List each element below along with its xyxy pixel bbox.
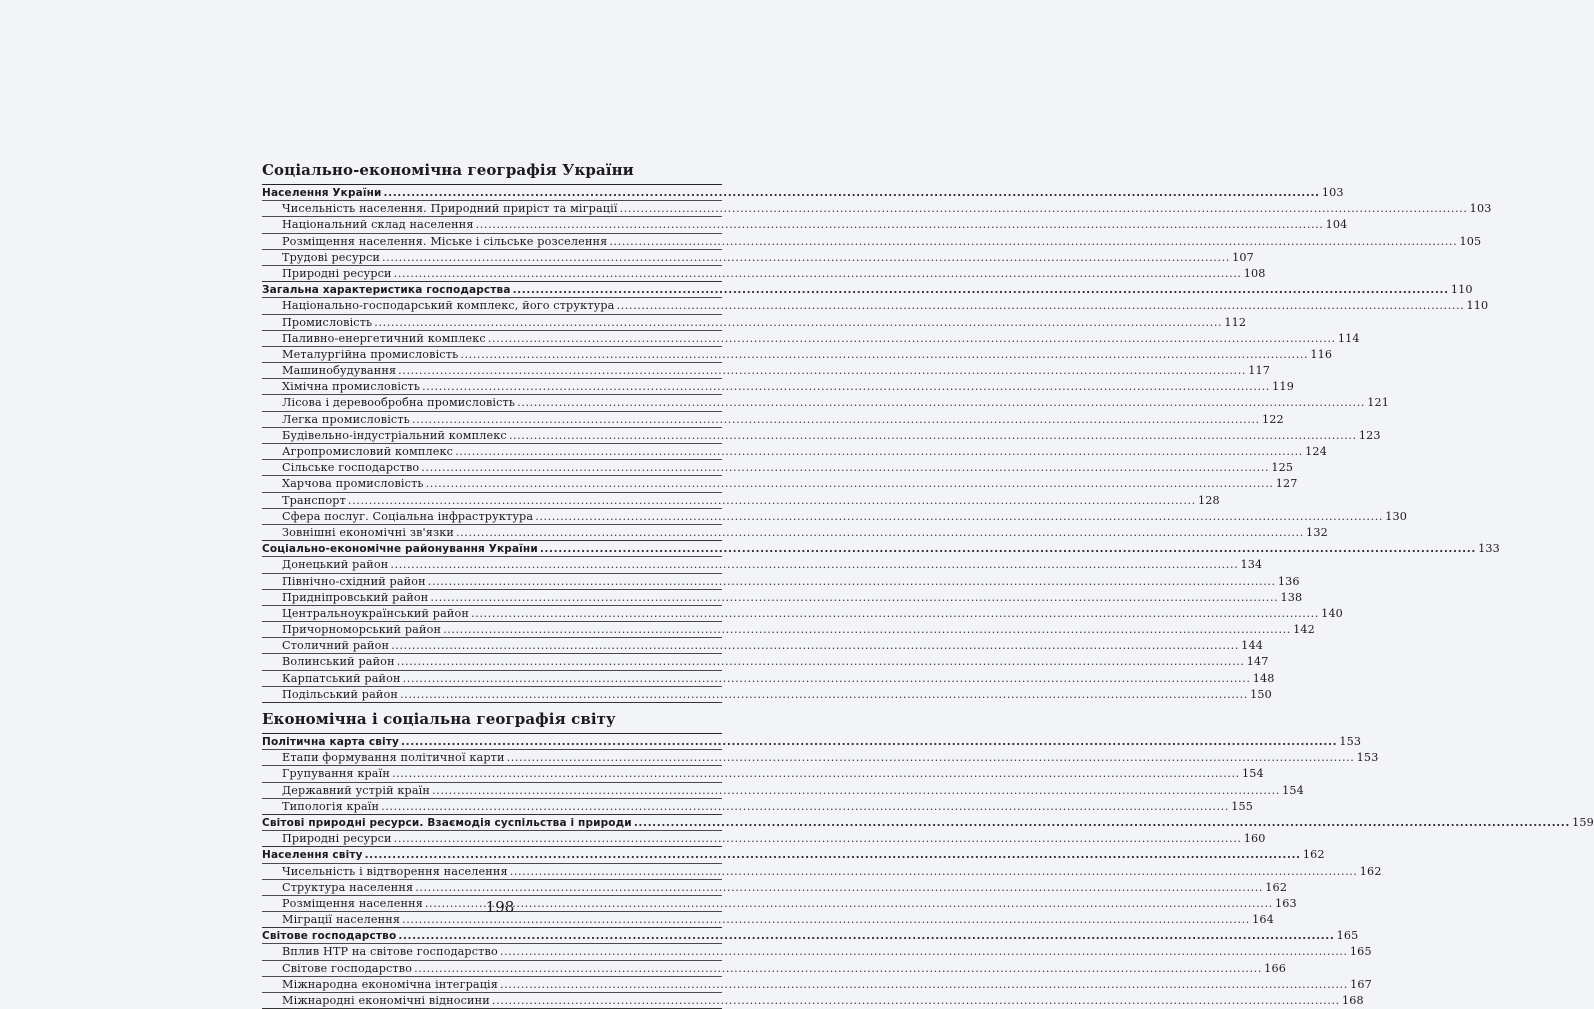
entry-title: Населення світу [262,849,363,862]
entry-page-number: 165 [1349,945,1372,959]
entry-page-number: 133 [1478,542,1500,556]
dot-leader [540,542,1476,557]
table-of-contents [262,160,1594,1009]
dot-leader [609,234,1457,249]
dot-leader [394,266,1242,281]
dot-leader [432,783,1280,798]
entry-page-number: 122 [1262,412,1284,426]
entry-page-number: 168 [1341,994,1364,1007]
page-number: 198 [485,898,515,916]
entry-page-number: 119 [1272,380,1294,394]
dot-leader [384,186,1320,201]
toc-subentry[interactable] [262,605,1343,621]
toc-chapter-entry[interactable] [262,282,1473,297]
entry-page-number: 130 [1385,509,1408,523]
entry-page-number: 166 [1264,961,1286,975]
dot-leader [492,993,1340,1008]
toc-group [262,541,1500,703]
toc-group [262,815,1594,847]
section-title: Економічна і соціальна географія світу [262,709,722,734]
toc-subentry[interactable] [262,686,1272,702]
toc-subentry[interactable] [262,443,1327,459]
dot-leader [374,315,1222,330]
entry-page-number: 110 [1466,299,1489,313]
entry-title: Світове господарство [262,930,397,943]
toc-group [262,282,1489,541]
dot-leader [428,574,1276,589]
dot-leader [398,363,1246,378]
entry-page-number: 140 [1321,606,1343,620]
toc-chapter-entry[interactable] [262,928,1359,943]
entry-page-number: 128 [1197,493,1220,507]
entry-page-number: 164 [1252,913,1274,927]
entry-title: Центральноукраїнський район [282,606,470,620]
entry-title: Світові природні ресурси. Взаємодія суспільства і природи [262,816,632,829]
entry-title: Волинський район [282,655,395,669]
toc-subentry[interactable] [262,798,1253,814]
entry-page-number: 124 [1305,445,1327,458]
toc-subentry[interactable] [262,411,1284,427]
dot-leader [394,831,1242,846]
entry-page-number: 108 [1243,266,1266,280]
dot-leader [401,735,1337,750]
dot-leader [616,298,1464,313]
entry-title: Національно-господарський комплекс, його структура [282,299,615,313]
entry-title: Металургійна промисловість [282,347,459,361]
entry-title: Машинобудування [282,364,397,378]
dot-leader [392,766,1240,781]
dot-leader [510,864,1358,879]
entry-title: Зовнішні економічні зв'язки [282,525,454,539]
dot-leader [455,444,1303,459]
dot-leader [500,944,1348,959]
toc-subentry[interactable] [262,830,1266,846]
toc-chapter-entry[interactable] [262,734,1362,749]
dot-leader [390,557,1238,572]
entry-title: Населення України [262,187,382,199]
entry-title: Розміщення населення. Міське і сільське розселення [282,234,608,248]
toc-subentry[interactable] [262,427,1381,443]
entry-page-number: 114 [1337,331,1360,345]
entry-title: Чисельність і відтворення населення [282,864,508,878]
dot-leader [400,687,1248,702]
entry-page-number: 117 [1248,364,1271,378]
entry-title: Будівельно-індустріальний комплекс [282,428,507,442]
entry-page-number: 123 [1358,428,1381,442]
toc-subentry[interactable] [262,589,1303,605]
toc-chapter-entry[interactable] [262,815,1594,830]
entry-page-number: 110 [1450,283,1473,297]
entry-page-number: 159 [1572,815,1594,829]
toc-group [262,185,1492,282]
dot-leader [509,428,1357,443]
entry-page-number: 155 [1231,799,1253,813]
entry-page-number: 127 [1275,477,1298,491]
entry-title: Розміщення населення [282,896,423,910]
toc-subentry[interactable] [262,573,1300,589]
entry-page-number: 142 [1293,623,1315,637]
entry-title: Донецький район [282,558,389,572]
toc-subentry[interactable] [262,216,1348,232]
dot-leader [634,816,1570,831]
toc-chapter-entry[interactable] [262,541,1500,556]
entry-page-number: 148 [1252,671,1275,685]
dot-leader [517,395,1365,410]
entry-page-number: 165 [1336,929,1359,943]
entry-title: Загальна характеристика господарства [262,284,511,297]
toc-subentry[interactable] [262,879,1288,895]
toc-subentry[interactable] [262,297,1489,313]
dot-leader [620,201,1468,216]
entry-title: Світове господарство [282,961,413,975]
dot-leader [382,250,1230,265]
toc-subentry[interactable] [262,378,1294,394]
entry-title: Хімічна промисловість [282,380,421,394]
entry-title: Легка промисловість [282,412,410,426]
toc-group [262,847,1382,928]
toc-subentry[interactable] [262,943,1372,959]
dot-leader [500,977,1348,992]
dot-leader [397,654,1245,669]
entry-title: Агропромисловий комплекс [282,445,454,458]
dot-leader [403,671,1251,686]
toc-subentry[interactable] [262,362,1271,378]
entry-page-number: 105 [1459,234,1482,248]
entry-page-number: 162 [1359,864,1382,878]
dot-leader [422,379,1270,394]
toc-subentry[interactable] [262,492,1220,508]
toc-group [262,928,1372,1009]
dot-leader [348,493,1196,508]
toc-subentry[interactable] [262,524,1328,540]
dot-leader [471,606,1319,621]
toc-subentry[interactable] [262,330,1360,346]
entry-title: Групування країн [282,767,390,781]
toc-subentry[interactable] [262,346,1333,362]
entry-page-number: 134 [1240,558,1263,572]
toc-subentry[interactable] [262,475,1298,491]
entry-page-number: 103 [1321,186,1344,199]
dot-leader [421,460,1269,475]
entry-page-number: 103 [1469,202,1492,216]
toc-subentry[interactable] [262,670,1275,686]
entry-page-number: 121 [1367,396,1390,410]
entry-title: Національний склад населення [282,218,474,232]
entry-title: Подільський район [282,687,399,701]
entry-title: Структура населення [282,880,414,894]
toc-subentry[interactable] [262,782,1304,798]
entry-title: Причорноморський район [282,623,442,637]
entry-page-number: 163 [1274,896,1297,910]
toc-subentry[interactable] [262,233,1482,249]
entry-page-number: 138 [1280,590,1303,604]
toc-subentry[interactable] [262,200,1492,216]
entry-title: Транспорт [282,493,346,507]
section-title: Соціально-економічна географія України [262,160,722,185]
dot-leader [513,283,1449,298]
entry-page-number: 162 [1265,880,1288,894]
entry-page-number: 125 [1271,461,1294,475]
dot-leader [443,622,1291,637]
entry-page-number: 116 [1310,347,1333,361]
entry-page-number: 150 [1250,687,1272,701]
toc-subentry[interactable] [262,653,1269,669]
toc-subentry[interactable] [262,265,1266,281]
toc-subentry[interactable] [262,394,1390,410]
entry-title: Придніпровський район [282,590,429,604]
toc-chapter-entry[interactable] [262,847,1325,862]
entry-title: Лісова і деревообробна промисловість [282,396,516,410]
toc-subentry[interactable] [262,459,1294,475]
entry-page-number: 160 [1243,832,1266,846]
entry-page-number: 144 [1241,639,1263,653]
entry-title: Харчова промисловість [282,477,424,491]
entry-title: Державний устрій країн [282,783,431,797]
dot-leader [412,412,1260,427]
toc-subentry[interactable] [262,314,1247,330]
toc-subentry[interactable] [262,637,1263,653]
entry-page-number: 147 [1246,655,1269,669]
entry-title: Вплив НТР на світове господарство [282,945,498,959]
entry-page-number: 153 [1356,751,1379,765]
entry-title: Природні ресурси [282,266,392,280]
dot-leader [365,848,1301,863]
entry-page-number: 136 [1277,574,1300,588]
toc-subentry[interactable] [262,863,1382,879]
dot-leader [535,509,1383,524]
entry-title: Північно-східний район [282,574,426,588]
dot-leader [456,525,1304,540]
entry-title: Сфера послуг. Соціальна інфраструктура [282,509,534,523]
dot-leader [460,347,1308,362]
entry-title: Міжнародні економічні відносини [282,994,490,1007]
dot-leader [398,929,1334,944]
toc-subentry[interactable] [262,621,1315,637]
toc-subentry[interactable] [262,749,1379,765]
entry-title: Сільське господарство [282,461,420,475]
entry-title: Столичний район [282,639,390,653]
entry-title: Соціально-економічне районування України [262,543,538,556]
toc-group [262,734,1379,815]
entry-page-number: 112 [1224,315,1247,329]
entry-title: Природні ресурси [282,832,392,846]
entry-title: Чисельність населення. Природний приріст та міграції [282,202,618,216]
dot-leader [414,961,1262,976]
entry-title: Типологія країн [282,799,380,813]
entry-title: Етапи формування політичної карти [282,751,505,765]
dot-leader [430,590,1278,605]
dot-leader [391,638,1239,653]
toc-subentry[interactable] [262,556,1263,572]
entry-page-number: 162 [1302,848,1325,862]
dot-leader [507,750,1355,765]
entry-page-number: 154 [1242,767,1264,781]
entry-title: Паливно-енергетичний комплекс [282,331,486,345]
toc-chapter-entry[interactable] [262,185,1344,200]
entry-title: Політична карта світу [262,736,400,748]
entry-page-number: 132 [1306,525,1328,539]
entry-page-number: 104 [1325,218,1348,232]
entry-page-number: 154 [1282,783,1304,797]
entry-page-number: 153 [1339,735,1362,748]
toc-subentry[interactable] [262,992,1364,1008]
entry-page-number: 167 [1350,977,1372,991]
toc-subentry[interactable] [262,960,1286,976]
toc-subentry[interactable] [262,508,1408,524]
dot-leader [426,476,1274,491]
entry-title: Промисловість [282,315,373,329]
dot-leader [415,880,1263,895]
entry-title: Трудові ресурси [282,250,381,264]
toc-subentry[interactable] [262,249,1254,265]
dot-leader [476,217,1324,232]
entry-title: Карпатський район [282,671,401,685]
dot-leader [381,799,1229,814]
toc-subentry[interactable] [262,765,1264,781]
entry-page-number: 107 [1232,250,1254,264]
dot-leader [488,331,1336,346]
toc-subentry[interactable] [262,976,1372,992]
entry-title: Міграції населення [282,913,401,927]
entry-title: Міжнародна економічна інтеграція [282,977,498,991]
